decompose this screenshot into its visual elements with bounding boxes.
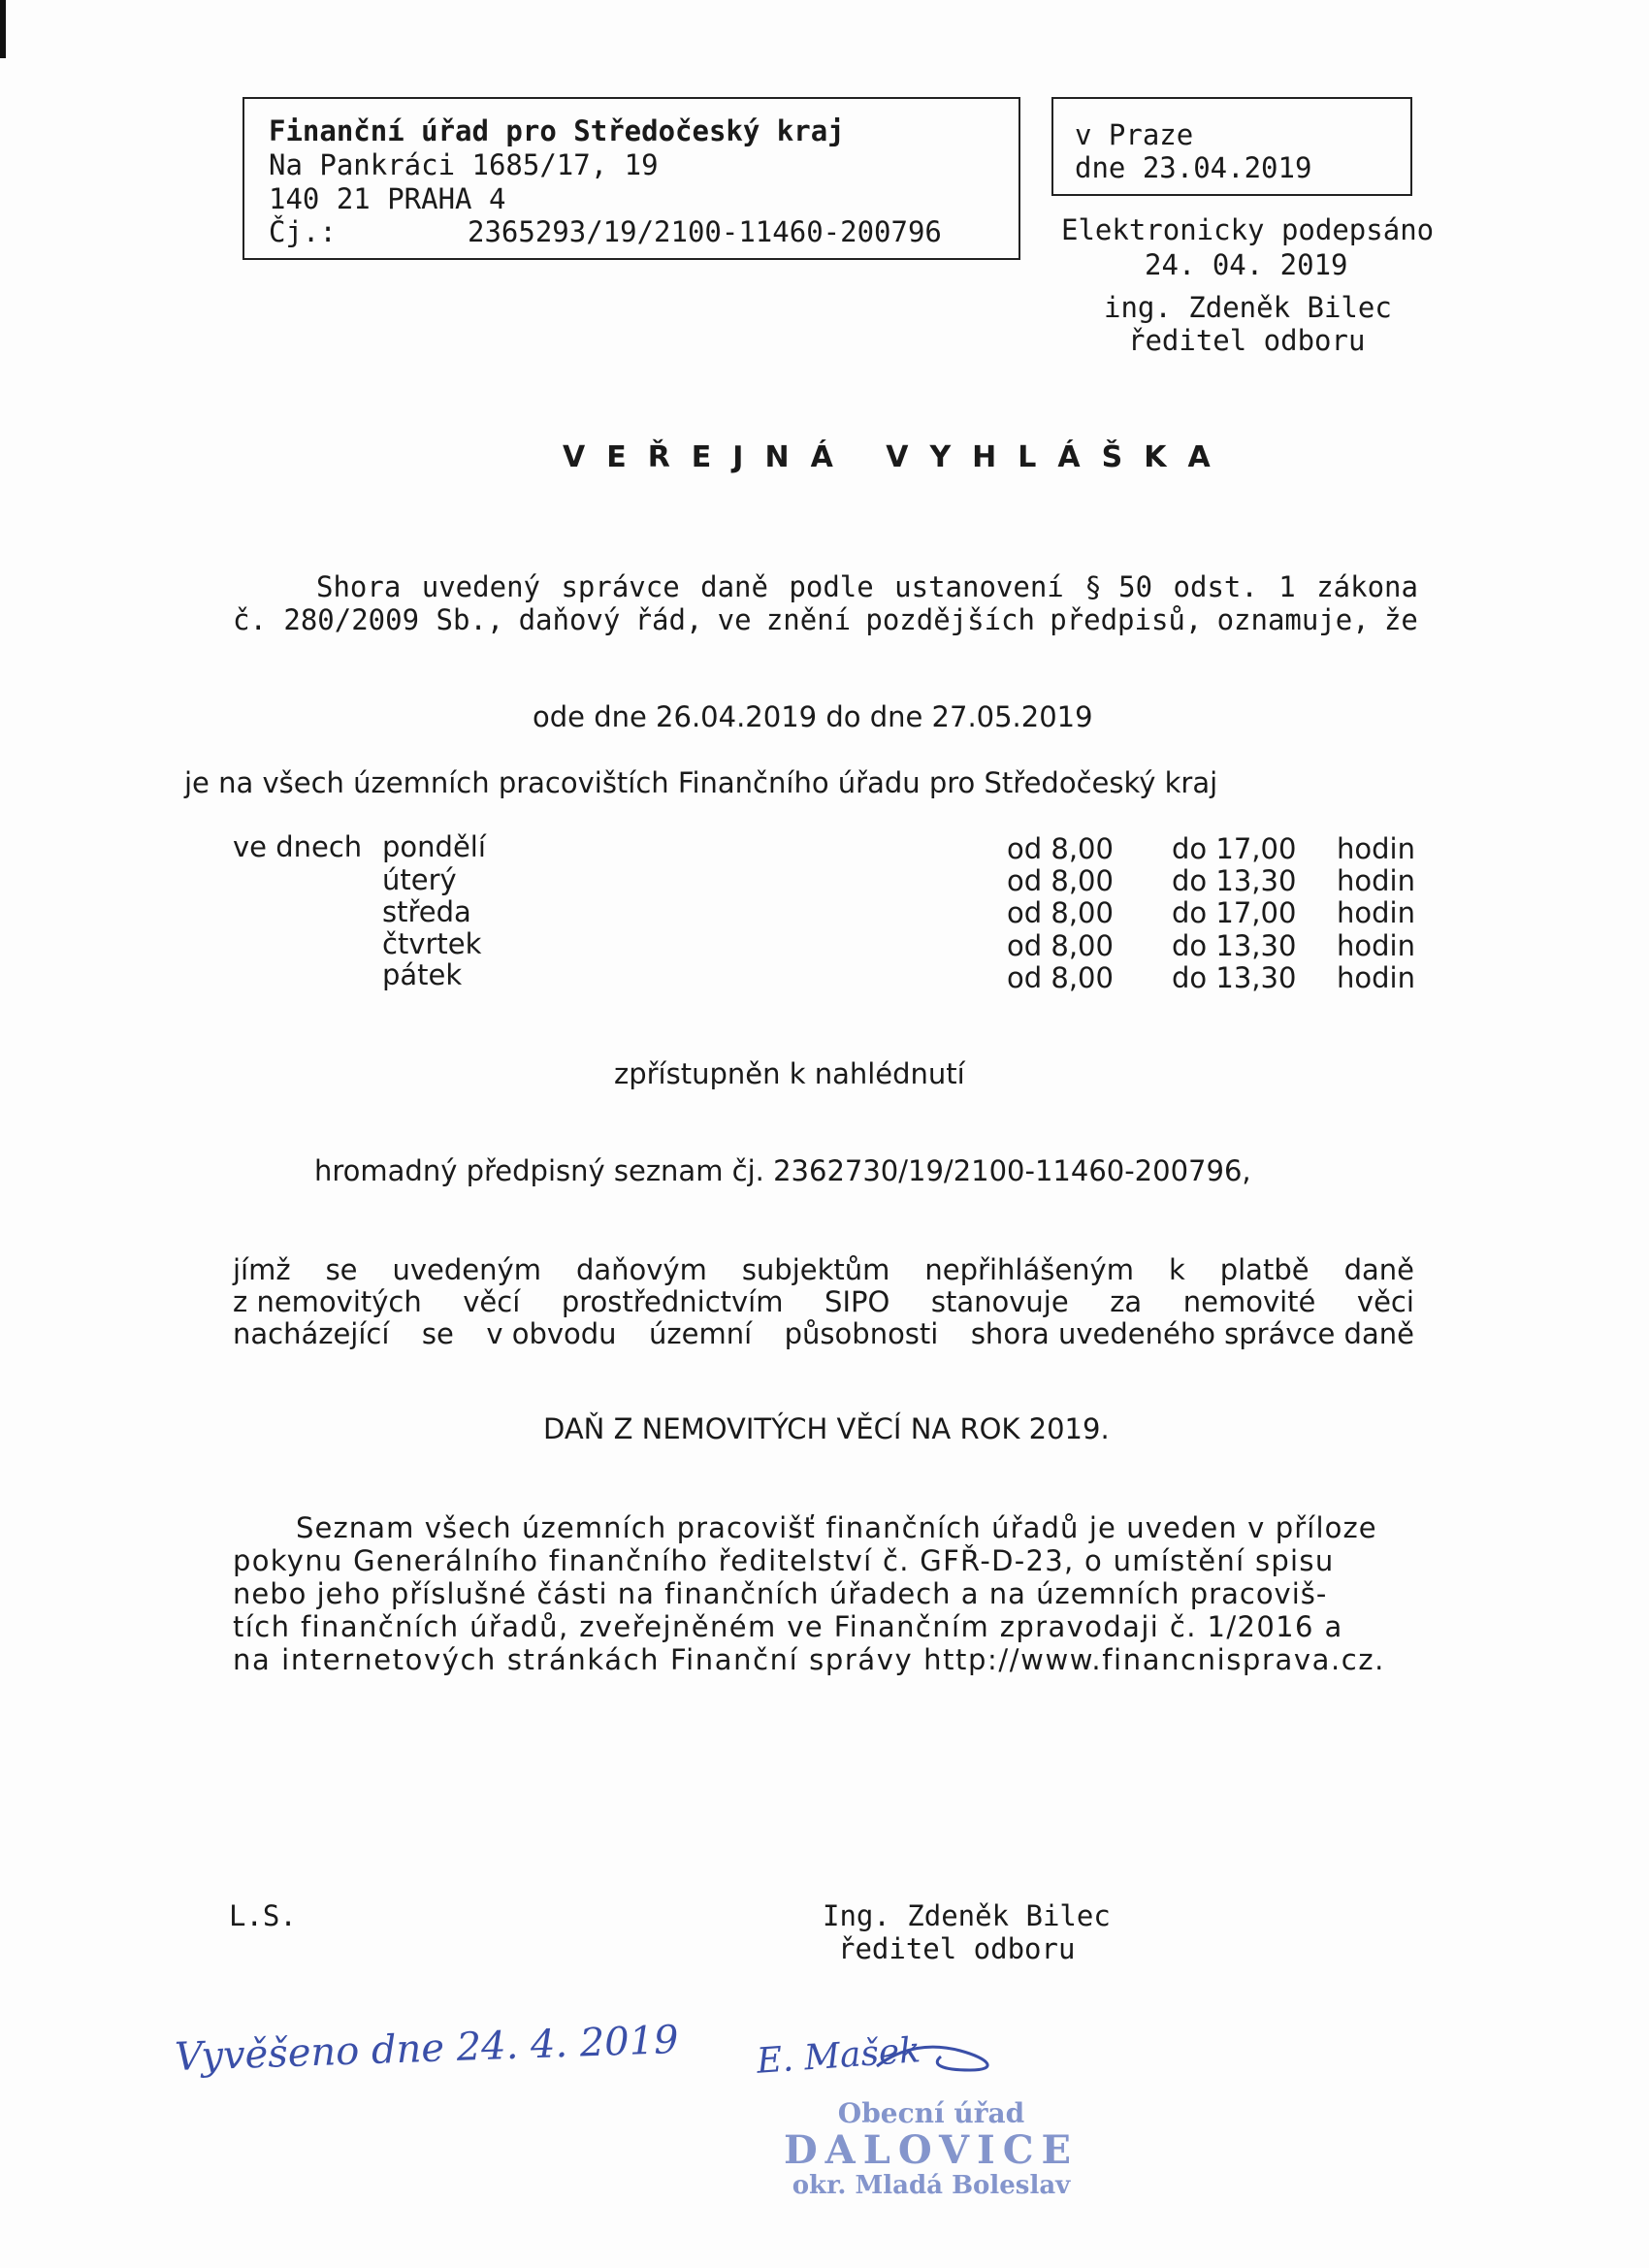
list-reference: hromadný předpisný seznam čj. 2362730/19/2100-11460-200796,: [314, 1154, 1251, 1187]
tax-title: DAŇ Z NEMOVITÝCH VĚCÍ NA ROK 2019.: [543, 1412, 1110, 1445]
period: ode dne 26.04.2019 do dne 27.05.2019: [533, 700, 1093, 733]
intro-word: znění: [765, 603, 852, 636]
intro-word: oznamuje,: [1216, 603, 1370, 636]
clause-word: jímž: [233, 1253, 291, 1286]
clause-word: nacházející: [233, 1317, 390, 1350]
schedule-prefix: ve dnech: [233, 830, 363, 863]
schedule-day: pátek: [382, 958, 463, 991]
place: v Praze: [1075, 118, 1194, 151]
intro-word: podle: [789, 570, 874, 603]
document-title: VEŘEJNÁ VYHLÁŠKA: [563, 440, 1232, 474]
schedule-to: do 13,30: [1172, 864, 1297, 897]
office-stamp: [776, 2097, 1086, 2200]
clause-line-3: [233, 1317, 1414, 1350]
made-available: zpřístupněn k nahlédnutí: [614, 1057, 965, 1090]
schedule-to: do 13,30: [1172, 929, 1297, 962]
office-address-line1: Na Pankráci 1685/17, 19: [269, 148, 659, 181]
issue-date: dne 23.04.2019: [1075, 151, 1312, 184]
stamp-line-3: okr. Mladá Boleslav: [792, 2171, 1071, 2200]
clause-word: se: [421, 1317, 454, 1350]
clause-word: věci: [1356, 1285, 1414, 1318]
schedule-from: od 8,00: [1007, 929, 1114, 962]
handwritten-posted-note: Vyvěšeno dne 24. 4. 2019: [174, 2017, 680, 2081]
reference-number: 2365293/19/2100-11460-200796: [468, 215, 942, 248]
schedule-from: od 8,00: [1007, 961, 1114, 994]
seal-mark: L.S.: [229, 1899, 297, 1932]
intro-word: č. 280/2009 Sb.,: [233, 603, 504, 636]
schedule-to: do 17,00: [1172, 832, 1297, 865]
schedule-unit: hodin: [1337, 832, 1415, 865]
signer-name: Ing. Zdeněk Bilec: [823, 1899, 1111, 1932]
intro-word: uvedený: [421, 570, 540, 603]
clause-word: věcí: [463, 1285, 521, 1318]
info-line-3: nebo jeho příslušné části na finančních úřadech a na územních pracoviš-: [233, 1577, 1328, 1610]
intro-word: předpisů,: [1050, 603, 1203, 636]
scan-edge: [0, 0, 6, 58]
clause-word: subjektům: [741, 1253, 890, 1286]
intro-word: odst.: [1173, 570, 1258, 603]
stamp-line-2: DALOVICE: [783, 2127, 1080, 2173]
intro-word: § 50: [1084, 570, 1153, 603]
e-signature-date: 24. 04. 2019: [1145, 248, 1348, 281]
info-line-5: na internetových stránkách Finanční správy http://www.financnisprava.cz.: [233, 1643, 1385, 1676]
clause-line-1: [233, 1253, 1414, 1286]
intro-word: ustanovení: [894, 570, 1064, 603]
schedule-day: středa: [382, 895, 471, 928]
intro-word: ve: [717, 603, 752, 636]
e-signature-line: Elektronicky podepsáno: [1061, 213, 1435, 246]
intro-word: 1: [1278, 570, 1296, 603]
clause-word: shora uvedeného správce daně: [970, 1317, 1414, 1350]
signer-role: ředitel odboru: [838, 1932, 1076, 1965]
clause-word: nepřihlášeným: [924, 1253, 1134, 1286]
e-signature-name: ing. Zdeněk Bilec: [1104, 291, 1392, 324]
schedule-from: od 8,00: [1007, 832, 1114, 865]
info-line-1: Seznam všech územních pracovišť finančních úřadů je uveden v příloze: [296, 1511, 1377, 1544]
info-line-2: pokynu Generálního finančního ředitelství č. GFŘ-D-23, o umístění spisu: [233, 1544, 1335, 1577]
intro-word: že: [1383, 603, 1418, 636]
clause-word: územní: [649, 1317, 753, 1350]
intro-line-2: [233, 603, 1418, 636]
schedule-to: do 13,30: [1172, 961, 1297, 994]
intro-line-1: [316, 570, 1418, 603]
clause-word: za: [1110, 1285, 1143, 1318]
clause-word: prostřednictvím: [561, 1285, 784, 1318]
intro-word: pozdějších: [865, 603, 1035, 636]
office-name: Finanční úřad pro Středočeský kraj: [269, 114, 845, 147]
clause-line-2: [233, 1285, 1414, 1318]
stamp-line-1: Obecní úřad: [837, 2097, 1025, 2129]
clause-word: platbě: [1219, 1253, 1310, 1286]
schedule-to: do 17,00: [1172, 896, 1297, 929]
signature-flourish-icon: [873, 2037, 1009, 2076]
clause-word: působnosti: [784, 1317, 939, 1350]
clause-word: daňovým: [575, 1253, 707, 1286]
intro-word: daně: [700, 570, 768, 603]
intro-word: Shora: [316, 570, 402, 603]
clause-word: v obvodu: [486, 1317, 617, 1350]
reference-label: Čj.:: [269, 215, 337, 248]
intro-word: řád,: [634, 603, 703, 636]
schedule-day: pondělí: [382, 830, 486, 863]
clause-word: stanovuje: [930, 1285, 1069, 1318]
handwritten-signature: E. Mašek: [755, 2030, 922, 2082]
info-line-4: tích finančních úřadů, zveřejněném ve Finančním zpravodaji č. 1/2016 a: [233, 1610, 1343, 1643]
clause-word: SIPO: [824, 1285, 890, 1318]
schedule-from: od 8,00: [1007, 896, 1114, 929]
schedule-from: od 8,00: [1007, 864, 1114, 897]
schedule-unit: hodin: [1337, 961, 1415, 994]
schedule-unit: hodin: [1337, 896, 1415, 929]
clause-word: k: [1168, 1253, 1185, 1286]
clause-word: z nemovitých: [233, 1285, 422, 1318]
intro-word: správce: [561, 570, 680, 603]
intro-word: zákona: [1316, 570, 1418, 603]
availability-line: je na všech územních pracovištích Finančního úřadu pro Středočeský kraj: [184, 766, 1218, 799]
schedule-unit: hodin: [1337, 864, 1415, 897]
clause-word: nemovité: [1182, 1285, 1316, 1318]
clause-word: se: [325, 1253, 358, 1286]
schedule-unit: hodin: [1337, 929, 1415, 962]
clause-word: uvedeným: [392, 1253, 541, 1286]
intro-word: daňový: [518, 603, 621, 636]
clause-word: daně: [1343, 1253, 1414, 1286]
e-signature-role: ředitel odboru: [1128, 324, 1366, 357]
schedule-day: úterý: [382, 863, 457, 896]
office-address-line2: 140 21 PRAHA 4: [269, 182, 506, 215]
schedule-day: čtvrtek: [382, 927, 482, 960]
